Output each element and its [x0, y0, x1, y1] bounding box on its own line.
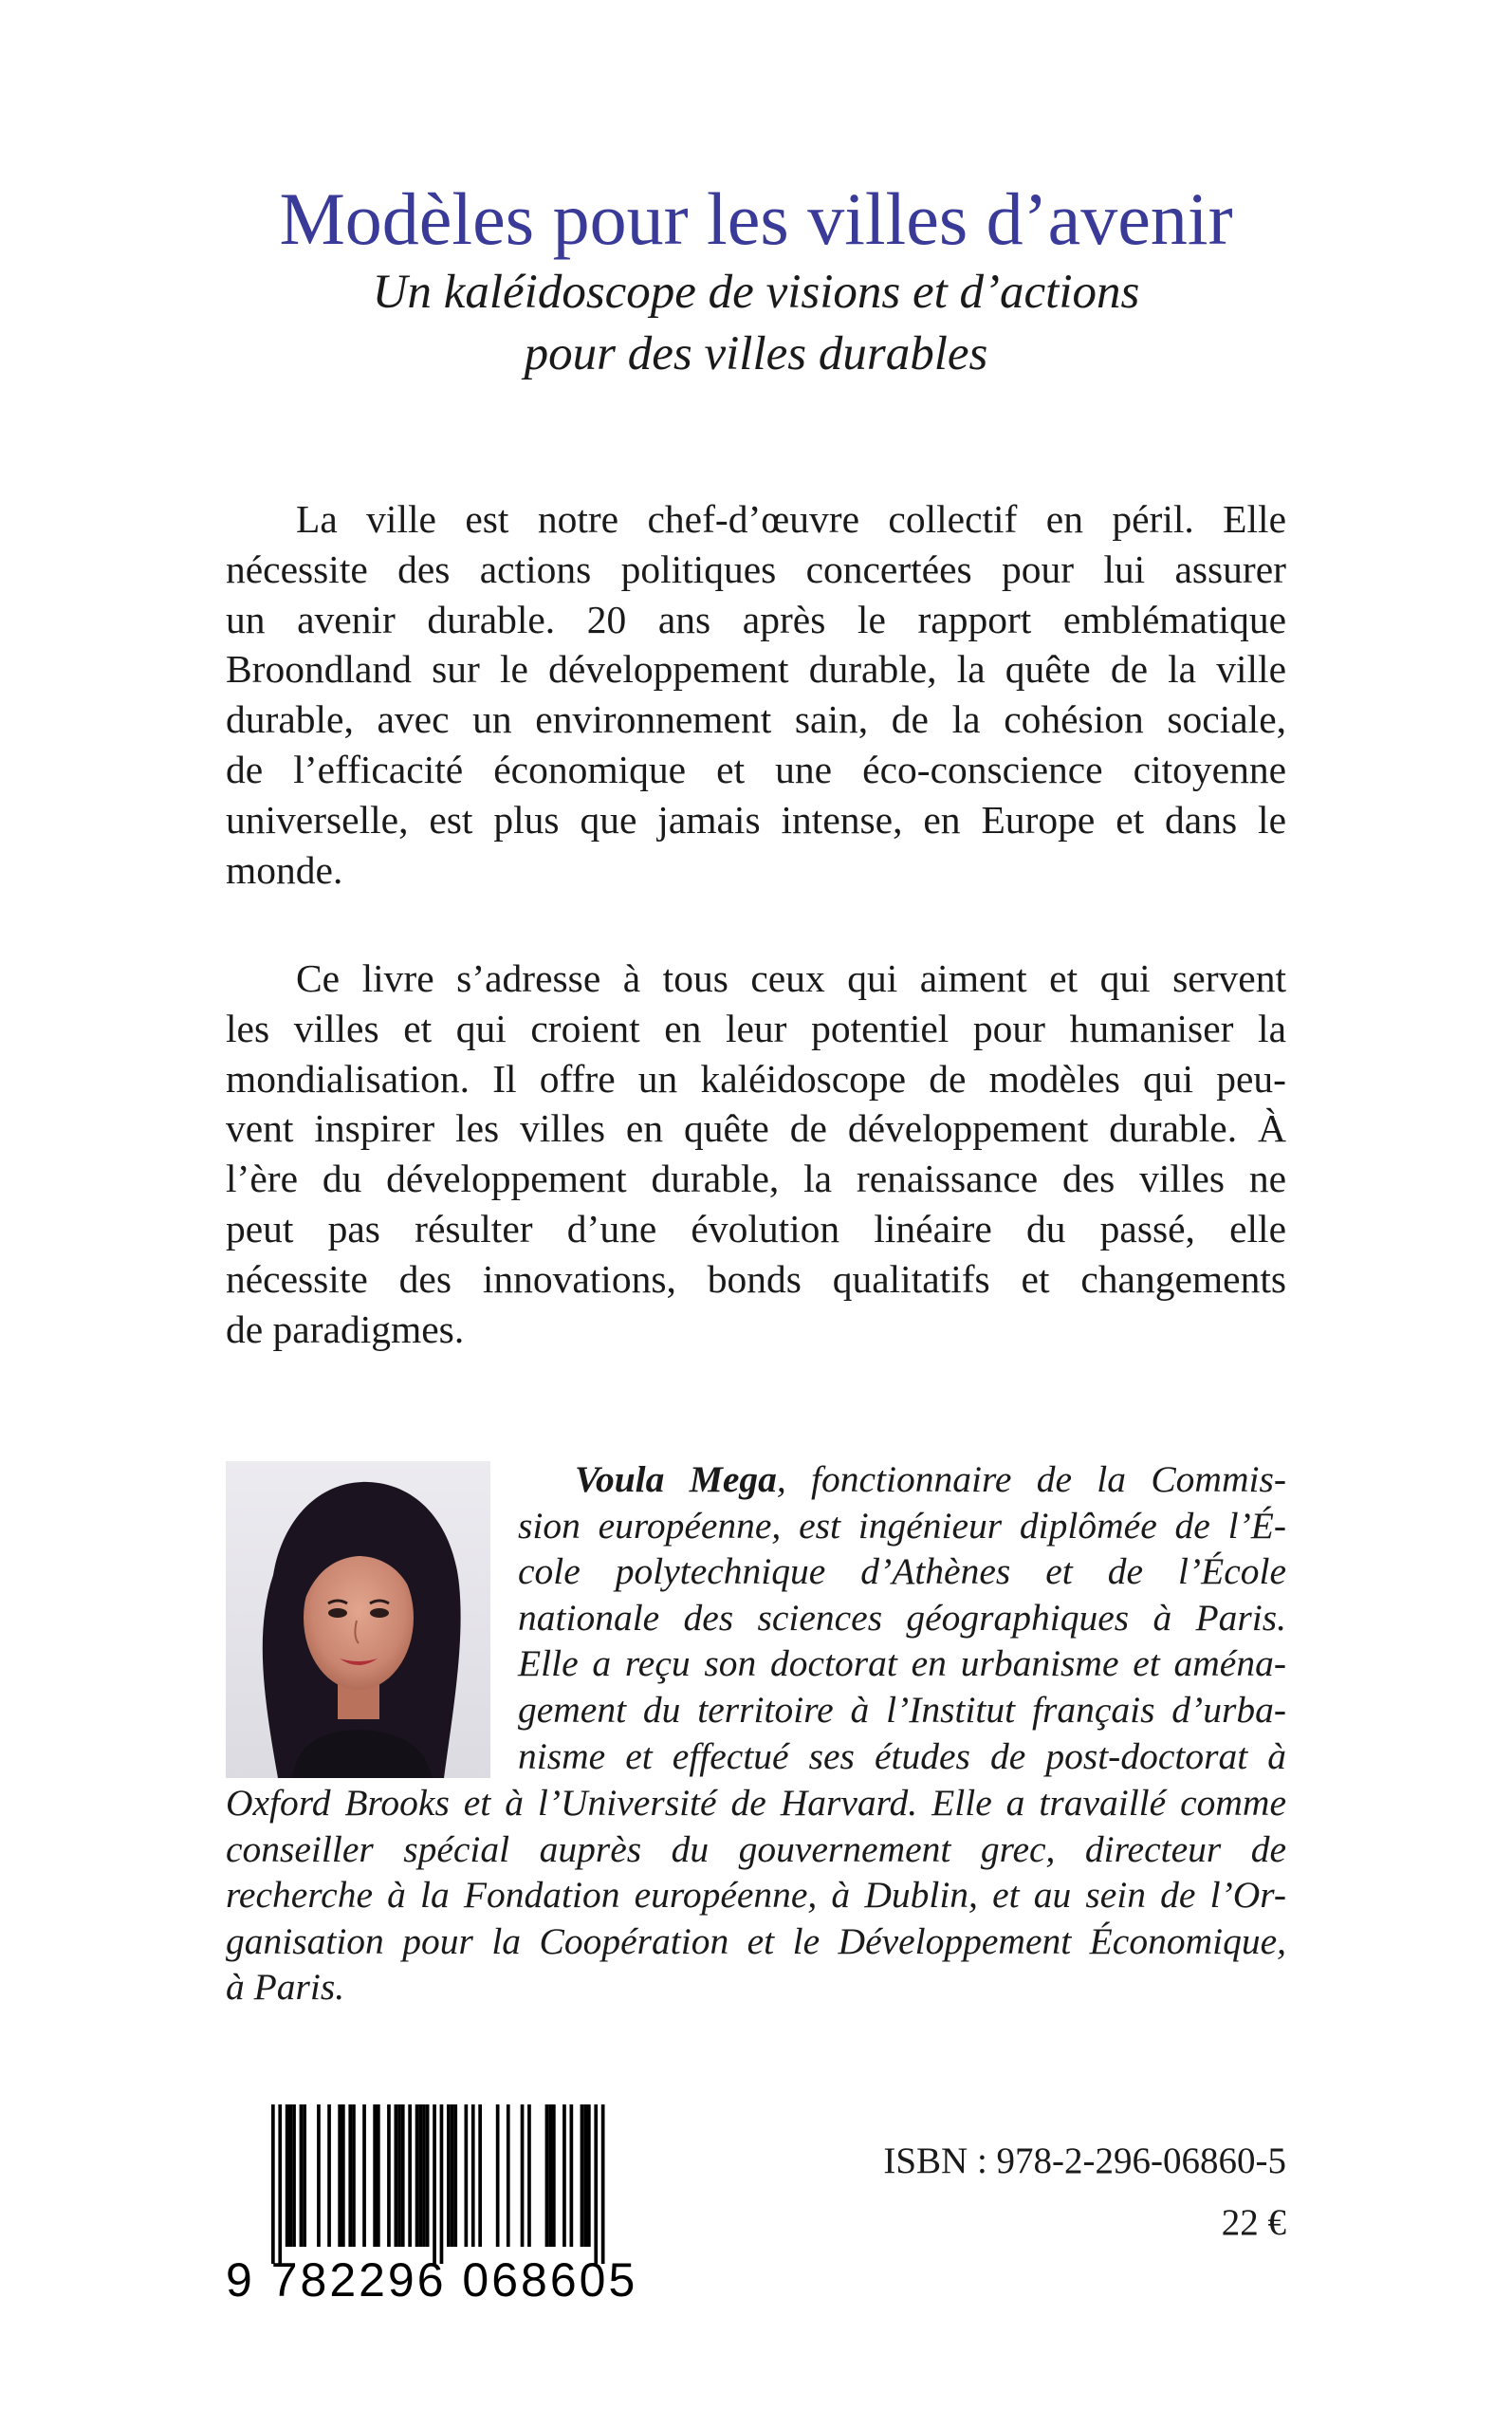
barcode-bar — [397, 2104, 401, 2247]
barcode-guard-bar — [433, 2104, 436, 2264]
isbn-number: ISBN : 978-2-296-06860-5 — [883, 2140, 1286, 2181]
barcode-bar — [415, 2104, 419, 2247]
barcode-guard-bar — [440, 2104, 444, 2264]
barcode-bar — [387, 2104, 391, 2247]
book-subtitle-line-2: pour des villes durables — [524, 327, 988, 380]
barcode-bar — [373, 2104, 377, 2247]
barcode-bar — [338, 2104, 341, 2247]
barcode-bar — [496, 2104, 500, 2247]
barcode-bar — [545, 2104, 549, 2247]
barcode-bar — [471, 2104, 475, 2247]
text-line: monde. — [226, 847, 343, 892]
barcode-bar — [395, 2104, 398, 2247]
barcode-bar — [401, 2104, 405, 2247]
text-line: Broondland sur le développement durable, la quête de la ville — [226, 647, 1286, 692]
barcode-bar — [341, 2104, 345, 2247]
barcode-bar — [478, 2104, 482, 2247]
barcode-bar — [587, 2104, 591, 2247]
barcode-bar — [548, 2104, 552, 2247]
text-line: nationale des sciences géographiques à Paris. — [518, 1596, 1286, 1639]
text-line: sion européenne, est ingénieur diplômée de l’É- — [518, 1504, 1286, 1547]
text-line: ganisation pour la Coopération et le Développement Économique, — [226, 1919, 1286, 1962]
text-line: nécessite des innovations, bonds qualitatifs et changements — [226, 1256, 1286, 1301]
text-line: l’ère du développement durable, la renaissance des villes ne — [226, 1157, 1286, 1201]
text-line: nécessite des actions politiques concertées pour lui assurer — [226, 547, 1286, 591]
barcode-guard-bar — [601, 2104, 605, 2264]
barcode-guard-bar — [594, 2104, 598, 2264]
text-line: de paradigmes. — [226, 1306, 465, 1351]
text-line: peut pas résulter d’une évolution linéaire du passé, elle — [226, 1206, 1286, 1251]
book-title: Modèles pour les villes d’avenir — [279, 177, 1233, 260]
barcode-bar — [362, 2104, 366, 2247]
author-bio-full-width — [226, 1780, 1286, 2011]
text-line: La ville est notre chef-d’œuvre collectif en péril. Elle — [296, 497, 1286, 541]
author-photo — [226, 1461, 490, 1778]
barcode-bar — [303, 2104, 306, 2247]
barcode-bar — [317, 2104, 321, 2247]
barcode-bar — [286, 2104, 289, 2247]
barcode-bar — [408, 2104, 412, 2247]
barcode-bar — [426, 2104, 430, 2247]
text-line: vent inspirer les villes en quête de développement durable. À — [226, 1106, 1286, 1151]
barcode-bar — [453, 2104, 457, 2247]
barcode-bar — [583, 2104, 587, 2247]
blurb-paragraph-2 — [226, 954, 1286, 1354]
text-line: gement du territoire à l’Institut français d’urba- — [518, 1688, 1286, 1731]
barcode-bar — [581, 2104, 584, 2247]
barcode-bar — [377, 2104, 380, 2247]
blurb-paragraph-1 — [226, 494, 1286, 895]
text-line: durable, avec un environnement sain, de la cohésion sociale, — [226, 697, 1286, 742]
barcode-digits: 9 782296 068605 — [226, 2253, 638, 2307]
text-line: Ce livre s’adresse à tous ceux qui aiment et qui servent — [296, 956, 1286, 1000]
barcode-bar — [447, 2104, 451, 2247]
text-line: nisme et effectué ses études de post-doctorat à — [518, 1734, 1286, 1777]
text-line: conseiller spécial auprès du gouvernement grec, directeur de — [226, 1827, 1286, 1870]
barcode-bar — [327, 2104, 331, 2247]
author-photo-image — [226, 1461, 490, 1778]
barcode-bar — [521, 2104, 525, 2247]
bio-first-line-text: , fonctionnaire de la Commis- — [776, 1458, 1286, 1500]
barcode-bar — [422, 2104, 426, 2247]
barcode-bar — [451, 2104, 454, 2247]
barcode-bar — [552, 2104, 556, 2247]
text-line: mondialisation. Il offre un kaléidoscope de modèles qui peu- — [226, 1056, 1286, 1101]
text-line: les villes et qui croient en leur potentiel pour humaniser la — [226, 1006, 1286, 1050]
text-line: de l’efficacité économique et une éco-conscience citoyenne — [226, 747, 1286, 791]
barcode — [226, 2104, 636, 2315]
author-name: Voula Mega — [575, 1458, 777, 1500]
text-line: à Paris. — [226, 1966, 345, 2009]
barcode-bar — [570, 2104, 574, 2247]
barcode-bar — [562, 2104, 566, 2247]
barcode-bar — [527, 2104, 531, 2247]
barcode-bar — [352, 2104, 356, 2247]
barcode-bar — [292, 2104, 296, 2247]
book-subtitle-line-1: Un kaléidoscope de visions et d’actions — [372, 266, 1140, 319]
barcode-guard-bar — [278, 2104, 282, 2264]
barcode-bar — [418, 2104, 422, 2247]
barcode-guard-bar — [271, 2104, 275, 2264]
barcode-bar — [465, 2104, 469, 2247]
barcode-bar — [300, 2104, 304, 2247]
text-line: Oxford Brooks et à l’Université de Harvard. Elle a travaillé comme — [226, 1782, 1286, 1824]
price: 22 € — [1221, 2202, 1286, 2243]
text-line: Elle a reçu son doctorat en urbanisme et aména- — [518, 1642, 1286, 1685]
text-line: un avenir durable. 20 ans après le rapport emblématique — [226, 597, 1286, 641]
barcode-bar — [507, 2104, 510, 2247]
text-line: universelle, est plus que jamais intense, en Europe et dans le — [226, 797, 1286, 842]
barcode-bar — [348, 2104, 352, 2247]
text-line: cole polytechnique d’Athènes et de l’École — [518, 1550, 1286, 1593]
text-line — [518, 1456, 1286, 1503]
barcode-bar — [289, 2104, 293, 2247]
author-bio-beside-photo — [518, 1456, 1286, 1779]
text-line: recherche à la Fondation européenne, à Dublin, et au sein de l’Or- — [226, 1874, 1286, 1917]
